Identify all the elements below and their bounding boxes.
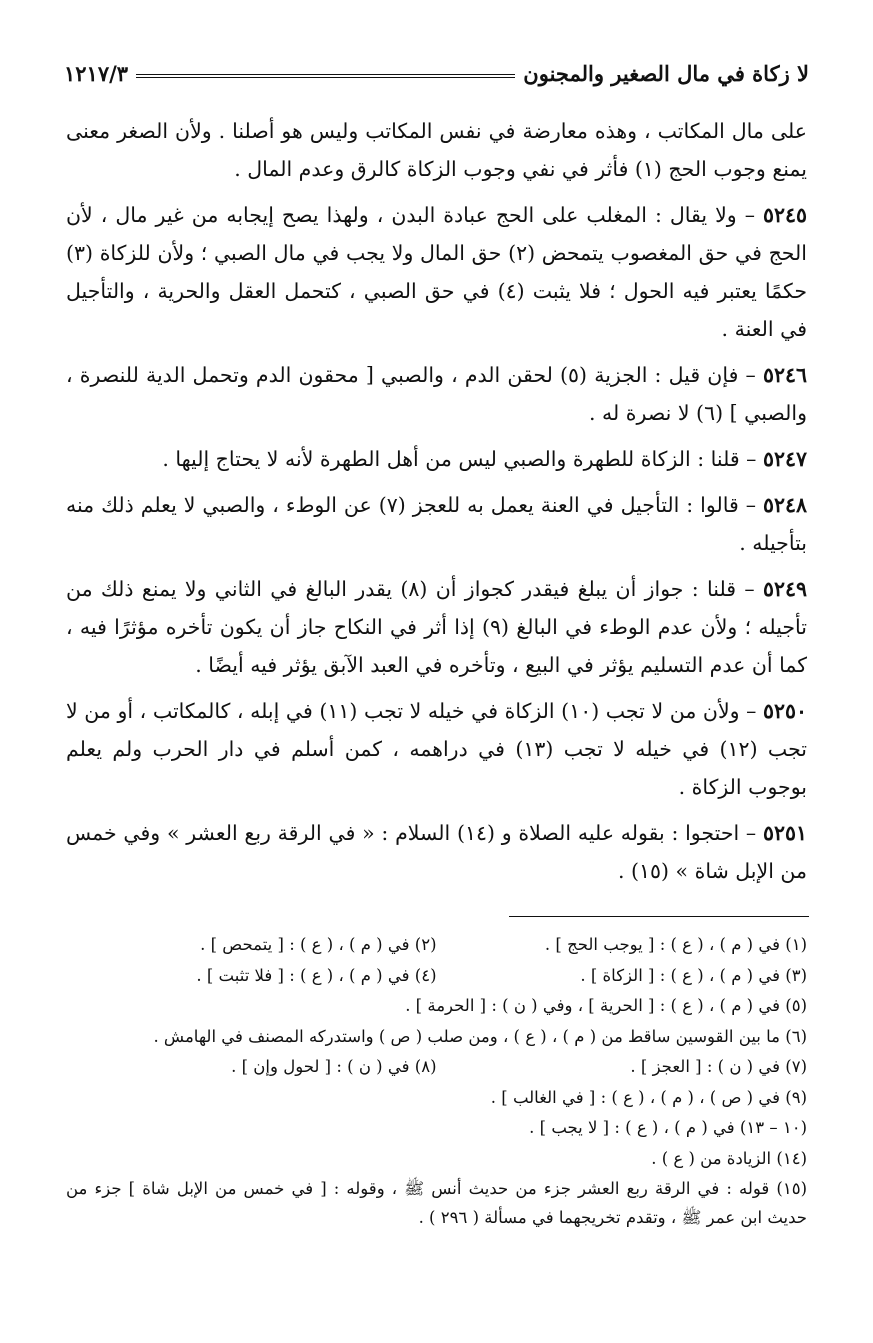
- paragraph-number: ٥٢٥٠: [762, 699, 808, 723]
- footnote-6: (٦) ما بين القوسين ساقط من ( م ) ، ( ع ) ، ومن صلب ( ص ) واستدركه المصنف في الهامش .: [153, 1026, 807, 1046]
- paragraph-5249: [66, 570, 807, 684]
- footnote-10-13: (١٠ – ١٣) في ( م ) ، ( ع ) : [ لا يجب ] .: [529, 1118, 807, 1137]
- paragraph-number: ٥٢٤٥: [762, 203, 807, 227]
- paragraph-text: – قالوا : التأجيل في العنة يعمل به للعجز (٧) عن الوطء ، والصبي لا يعلم ذلك منه بتأجيله .: [66, 493, 807, 555]
- paragraph-text: على مال المكاتب ، وهذه معارضة في نفس المكاتب وليس هو أصلنا . ولأن الصغر معنى يمنع وجوب الحج (١) فأثر في نفي وجوب الزكاة كالرق وعدم المال .: [66, 119, 807, 181]
- paragraph-number: ٥٢٤٧: [762, 447, 807, 471]
- footnote-3: (٣) في ( م ) ، ( ع ) : [ الزكاة ] .: [580, 965, 807, 985]
- paragraph-number: ٥٢٤٦: [762, 363, 808, 387]
- paragraph-continuation: [66, 112, 807, 188]
- paragraph-text: – ولأن من لا تجب (١٠) الزكاة في خيله لا تجب (١١) في إبله ، كالمكاتب ، أو من لا تجب (١٢) في خيله لا تجب (١٣) في دراهمه ، كمن أسلم في دار الحرب ولم يعلم بوجوب الزكاة .: [66, 699, 808, 799]
- paragraph-5246: [66, 356, 807, 432]
- chapter-title: لا زكاة في مال الصغير والمجنون: [523, 60, 809, 86]
- footnote-row: [66, 930, 807, 961]
- footnote-15: (١٥) قوله : في الرقة ربع العشر جزء من حديث أنس ﷺ ، وقوله : [ في خمس من الإبل شاة ] جزء من حديث ابن عمر ﷺ ، وتقدم تخريجهما في مسألة ( ٢٩٦ ) .: [66, 1179, 807, 1227]
- footnote-separator: [509, 916, 809, 917]
- footnote-4: (٤) في ( م ) ، ( ع ) : [ فلا تثبت ] .: [196, 965, 437, 985]
- main-text: [66, 112, 807, 898]
- footnote-5: (٥) في ( م ) ، ( ع ) : [ الحرية ] ، وفي ( ن ) : [ الحرمة ] .: [405, 996, 807, 1015]
- footnote-row: [66, 1052, 807, 1083]
- footnote-9: (٩) في ( ص ) ، ( م ) ، ( ع ) : [ في الغالب ] .: [490, 1087, 807, 1107]
- footnote-8: (٨) في ( ن ) : [ لحول وإن ] .: [231, 1057, 437, 1076]
- footnote-7: (٧) في ( ن ) : [ العجز ] .: [630, 1057, 807, 1076]
- footnote-1: (١) في ( م ) ، ( ع ) : [ يوجب الحج ] .: [544, 935, 807, 954]
- paragraph-5247: [66, 440, 807, 478]
- paragraph-text: – قلنا : الزكاة للطهرة والصبي ليس من أهل الطهرة لأنه لا يحتاج إليها .: [162, 447, 763, 471]
- header-rule: [136, 74, 515, 78]
- paragraph-number: ٥٢٤٩: [762, 577, 807, 601]
- footnote-14: (١٤) الزيادة من ( ع ) .: [651, 1148, 807, 1168]
- paragraph-text: – فإن قيل : الجزية (٥) لحقن الدم ، والصبي [ محقون الدم وتحمل الدية للنصرة ، والصبي ] (٦) لا نصرة له .: [66, 363, 807, 425]
- paragraph-5245: [66, 196, 807, 348]
- page-number: ١٢١٧/٣: [64, 60, 129, 86]
- footnote-row: [66, 961, 807, 992]
- paragraph-text: – ولا يقال : المغلب على الحج عبادة البدن ، ولهذا يصح إيجابه من غير مال ، لأن الحج في حق المغصوب يتمحض (٢) حق المال ولا يجب في مال الصبي ؛ ولأن للزكاة (٣) حكمًا يعتبر فيه الحول ؛ فلا يثبت (٤) في حق الصبي ، كتحمل العقل والحرية ، والتأجيل في العنة .: [66, 203, 808, 341]
- footnote-2: (٢) في ( م ) ، ( ع ) : [ يتمحص ] .: [200, 935, 437, 954]
- running-header: [64, 56, 809, 90]
- paragraph-number: ٥٢٤٨: [762, 493, 807, 517]
- paragraph-5248: [66, 486, 807, 562]
- footnotes: [66, 930, 807, 1232]
- paragraph-5251: [66, 814, 807, 890]
- paragraph-number: ٥٢٥١: [762, 821, 807, 845]
- paragraph-5250: [66, 692, 807, 806]
- paragraph-text: – احتجوا : بقوله عليه الصلاة و (١٤) السلام : « في الرقة ربع العشر » وفي خمس من الإبل شاة » (١٥) .: [66, 821, 807, 883]
- paragraph-text: – قلنا : جواز أن يبلغ فيقدر كجواز أن (٨) يقدر البالغ في الثاني ولا يمنع ذلك من تأجيله ؛ ولأن عدم الوطء في البالغ (٩) إذا أثر في النكاح جاز أن يكون تأخره مؤثرًا فيه ، كما أن عدم التسليم يؤثر في البيع ، وتأخره في العبد الآبق يؤثر فيه أيضًا .: [66, 577, 808, 677]
